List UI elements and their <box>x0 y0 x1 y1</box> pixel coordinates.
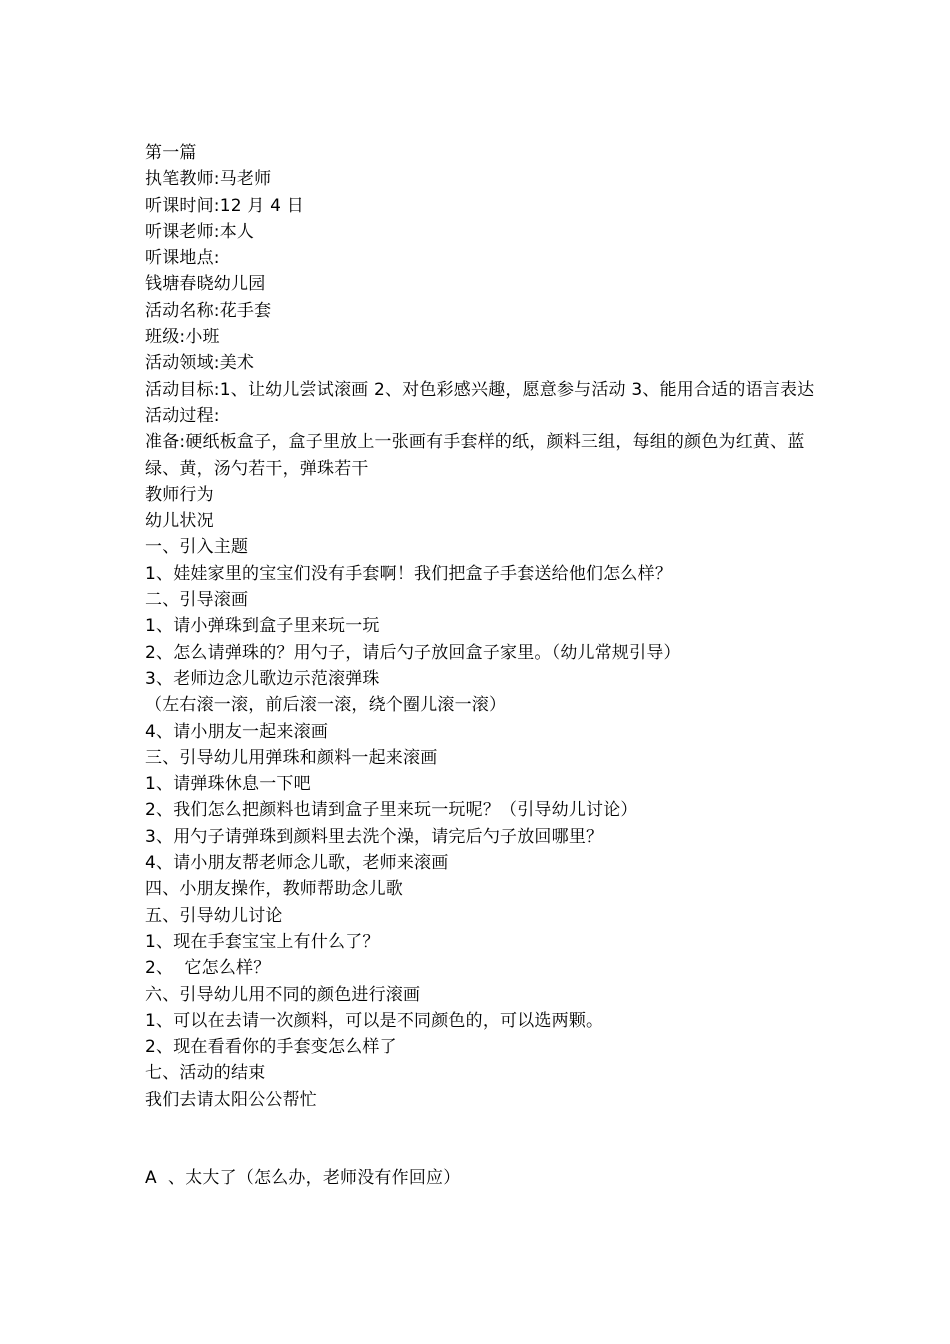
step-item: 4、请小朋友一起来滚画 <box>145 721 329 742</box>
step-item: 1、现在手套宝宝上有什么了？ <box>145 931 380 952</box>
process-label: 活动过程: <box>145 405 220 426</box>
class-line: 班级:小班 <box>145 327 220 348</box>
date-line: 听课时间:12 月 4 日 <box>145 195 304 216</box>
observation-note: A 、太大了（怎么办，老师没有作回应） <box>145 1167 461 1188</box>
step-item: 2、我们怎么把颜料也请到盒子里来玩一玩呢？（引导幼儿讨论） <box>145 800 638 821</box>
step-item: 1、娃娃家里的宝宝们没有手套啊！我们把盒子手套送给他们怎么样？ <box>145 563 673 584</box>
step-item: 3、老师边念儿歌边示范滚弹珠 <box>145 668 380 689</box>
step-item: 1、请小弹珠到盒子里来玩一玩 <box>145 616 380 637</box>
step-item: 1、请弹珠休息一下吧 <box>145 774 311 795</box>
closing-line: 我们去请太阳公公帮忙 <box>145 1089 317 1110</box>
step-item: 4、请小朋友帮老师念儿歌，老师来滚画 <box>145 853 449 874</box>
document-body <box>145 140 815 1191</box>
step-heading: 六、引导幼儿用不同的颜色进行滚画 <box>145 984 421 1005</box>
step-heading: 三、引导幼儿用弹珠和颜料一起来滚画 <box>145 747 438 768</box>
step-item: 1、可以在去请一次颜料，可以是不同颜色的，可以选两颗。 <box>145 1010 604 1031</box>
location-value: 钱塘春晓幼儿园 <box>145 274 266 295</box>
step-heading: 四、小朋友操作，教师帮助念儿歌 <box>145 879 403 900</box>
step-item: 3、用勺子请弹珠到颜料里去洗个澡，请完后勺子放回哪里？ <box>145 826 604 847</box>
author-line: 执笔教师:马老师 <box>145 169 272 190</box>
child-status-label: 幼儿状况 <box>145 511 214 532</box>
activity-name: 活动名称:花手套 <box>145 300 272 321</box>
domain-line: 活动领域:美术 <box>145 353 255 374</box>
goals-paragraph: 活动目标:1、让幼儿尝试滚画 2、对色彩感兴趣，愿意参与活动 3、能用合适的语言表达 <box>145 379 815 400</box>
step-item: 2、怎么请弹珠的？用勺子，请后勺子放回盒子家里。（幼儿常规引导） <box>145 642 681 663</box>
step-heading: 七、活动的结束 <box>145 1063 266 1084</box>
location-label: 听课地点: <box>145 248 220 269</box>
step-heading: 五、引导幼儿讨论 <box>145 905 283 926</box>
blank-space <box>145 1113 815 1165</box>
step-heading: 二、引导滚画 <box>145 590 249 611</box>
observer-line: 听课老师:本人 <box>145 221 255 242</box>
step-item: 2、 它怎么样？ <box>145 958 271 979</box>
section-heading: 第一篇 <box>145 143 197 163</box>
song-lyrics: （左右滚一滚，前后滚一滚，绕个圈儿滚一滚） <box>145 695 507 716</box>
step-item: 2、现在看看你的手套变怎么样了 <box>145 1037 397 1058</box>
preparation-paragraph: 准备:硬纸板盒子，盒子里放上一张画有手套样的纸，颜料三组，每组的颜色为红黄、蓝绿、黄，汤勺若干，弹珠若干 <box>145 432 805 479</box>
teacher-behavior-label: 教师行为 <box>145 484 214 505</box>
step-heading: 一、引入主题 <box>145 537 249 558</box>
